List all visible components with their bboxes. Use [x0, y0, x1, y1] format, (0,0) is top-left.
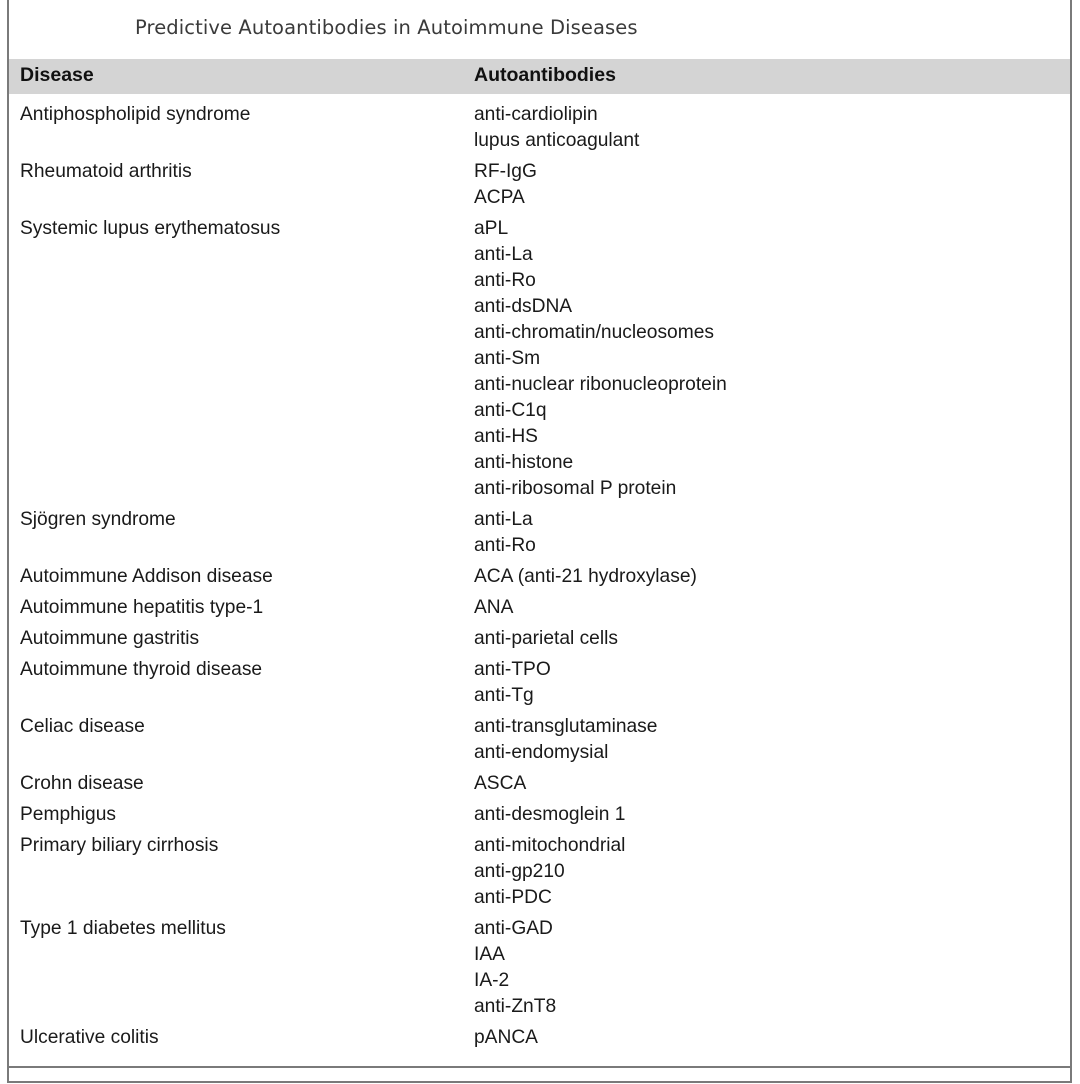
- autoantibody-item: anti-nuclear ribonucleoprotein: [474, 374, 727, 395]
- disease-cell: Systemic lupus erythematosus: [20, 218, 281, 239]
- header-autoantibodies: Autoantibodies: [474, 64, 616, 86]
- disease-cell: Autoimmune gastritis: [20, 628, 200, 649]
- autoantibody-item: anti-La: [474, 509, 533, 530]
- autoantibody-item: anti-HS: [474, 426, 538, 447]
- autoantibody-item: ACPA: [474, 187, 525, 208]
- autoantibodies-cell: [474, 916, 1070, 1020]
- disease-cell: Celiac disease: [20, 716, 145, 737]
- autoantibody-item: anti-endomysial: [474, 742, 609, 763]
- autoantibodies-cell: [474, 833, 1070, 911]
- autoantibody-item: IA-2: [474, 970, 510, 991]
- autoantibody-item: aPL: [474, 218, 509, 239]
- autoantibody-item: anti-Ro: [474, 535, 536, 556]
- autoantibody-item: anti-transglutaminase: [474, 716, 658, 737]
- autoantibody-item: anti-dsDNA: [474, 296, 573, 317]
- autoantibody-item: anti-TPO: [474, 659, 551, 680]
- table-header-row: [9, 59, 1070, 94]
- disease-cell: Primary biliary cirrhosis: [20, 835, 219, 856]
- disease-cell: Pemphigus: [20, 804, 116, 825]
- table-row: [9, 714, 1070, 766]
- table-row: [9, 771, 1070, 797]
- autoantibody-item: anti-desmoglein 1: [474, 804, 626, 825]
- autoantibodies-cell: [474, 657, 1070, 709]
- autoantibodies-cell: [474, 102, 1070, 154]
- autoantibody-item: anti-PDC: [474, 887, 552, 908]
- table-row: [9, 595, 1070, 621]
- autoantibody-item: lupus anticoagulant: [474, 130, 640, 151]
- autoantibody-item: IAA: [474, 944, 505, 965]
- autoantibody-item: anti-Ro: [474, 270, 536, 291]
- autoantibody-item: anti-chromatin/nucleosomes: [474, 322, 714, 343]
- autoantibody-item: pANCA: [474, 1027, 538, 1048]
- table-title: Predictive Autoantibodies in Autoimmune Diseases: [135, 16, 638, 39]
- disease-cell: Ulcerative colitis: [20, 1027, 159, 1048]
- table-row: [9, 507, 1070, 559]
- table-row: [9, 916, 1070, 1020]
- table-body: [9, 102, 1070, 1056]
- disease-cell: Autoimmune Addison disease: [20, 566, 273, 587]
- autoantibody-item: anti-parietal cells: [474, 628, 618, 649]
- table-row: [9, 657, 1070, 709]
- table-row: [9, 802, 1070, 828]
- autoantibody-item: anti-Tg: [474, 685, 534, 706]
- autoantibodies-cell: [474, 564, 1070, 590]
- disease-cell: Crohn disease: [20, 773, 144, 794]
- disease-cell: Type 1 diabetes mellitus: [20, 918, 226, 939]
- autoantibody-item: anti-Sm: [474, 348, 541, 369]
- autoantibodies-cell: [474, 216, 1070, 502]
- autoantibodies-cell: [474, 1025, 1070, 1051]
- autoantibody-item: anti-cardiolipin: [474, 104, 598, 125]
- table-row: [9, 159, 1070, 211]
- table-row: [9, 1025, 1070, 1051]
- disease-cell: Sjögren syndrome: [20, 509, 176, 530]
- autoantibody-item: anti-C1q: [474, 400, 547, 421]
- table-row: [9, 626, 1070, 652]
- autoantibody-item: anti-gp210: [474, 861, 565, 882]
- disease-cell: Autoimmune hepatitis type-1: [20, 597, 264, 618]
- autoantibodies-cell: [474, 802, 1070, 828]
- table-row: [9, 216, 1070, 502]
- autoantibodies-cell: [474, 771, 1070, 797]
- autoantibody-item: anti-ZnT8: [474, 996, 557, 1017]
- autoantibodies-cell: [474, 714, 1070, 766]
- table-frame: [7, 0, 1072, 1083]
- bottom-divider: [9, 1066, 1070, 1068]
- autoantibody-item: RF-IgG: [474, 161, 537, 182]
- disease-cell: Antiphospholipid syndrome: [20, 104, 251, 125]
- table-row: [9, 102, 1070, 154]
- header-disease: Disease: [20, 64, 94, 86]
- table-row: [9, 564, 1070, 590]
- autoantibodies-cell: [474, 159, 1070, 211]
- autoantibody-item: anti-mitochondrial: [474, 835, 626, 856]
- autoantibodies-cell: [474, 595, 1070, 621]
- autoantibodies-cell: [474, 626, 1070, 652]
- disease-cell: Autoimmune thyroid disease: [20, 659, 263, 680]
- disease-cell: Rheumatoid arthritis: [20, 161, 192, 182]
- autoantibody-item: ANA: [474, 597, 514, 618]
- autoantibody-item: anti-ribosomal P protein: [474, 478, 677, 499]
- table-row: [9, 833, 1070, 911]
- autoantibody-item: anti-La: [474, 244, 533, 265]
- autoantibody-item: ACA (anti-21 hydroxylase): [474, 566, 697, 587]
- autoantibody-item: anti-histone: [474, 452, 574, 473]
- autoantibodies-cell: [474, 507, 1070, 559]
- autoantibody-item: ASCA: [474, 773, 527, 794]
- autoantibody-item: anti-GAD: [474, 918, 553, 939]
